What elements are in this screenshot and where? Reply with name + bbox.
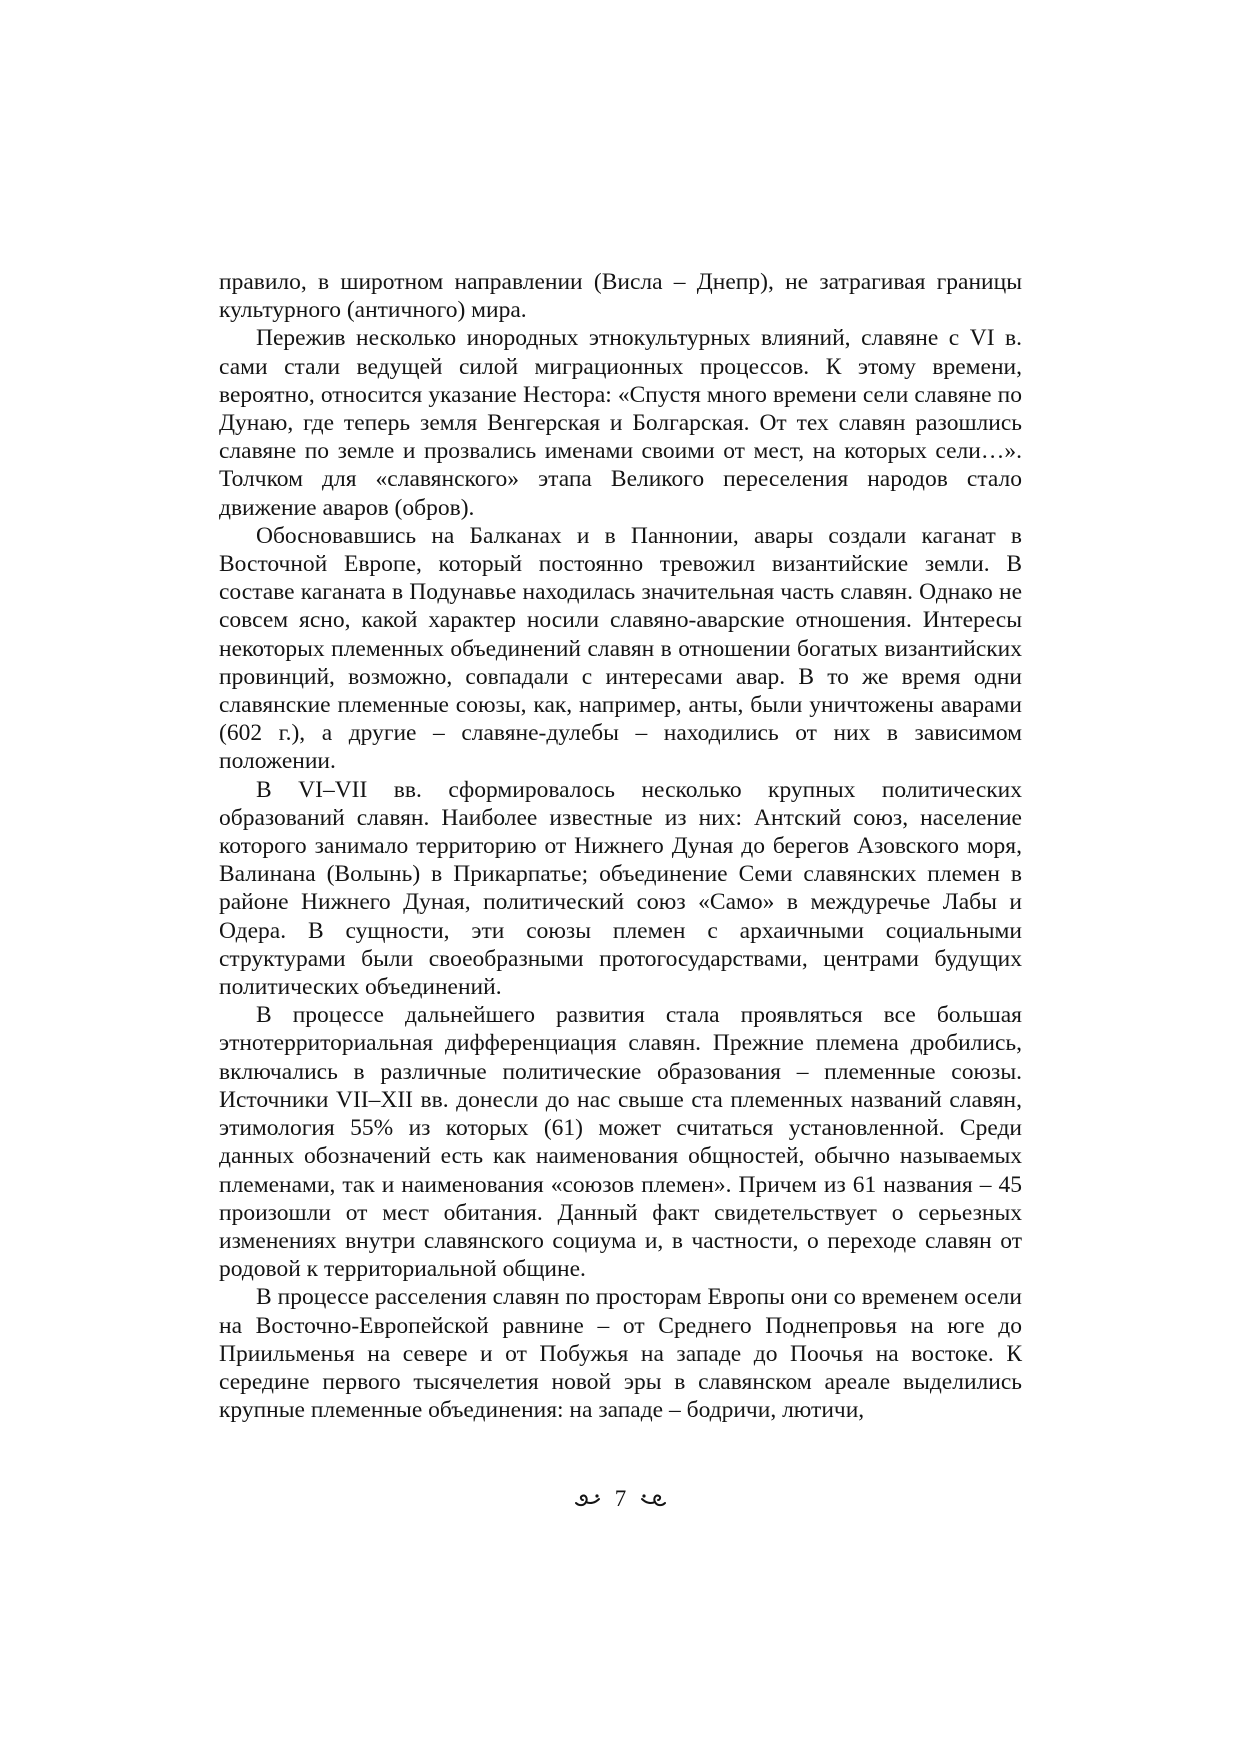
paragraph-6: В процессе расселения славян по просторам Европы они со временем осели на Восточно-Европейской равнине – от Среднего Поднепровья на юге до Приильменья на севере и от Побужья на западе до Поочья на востоке. К середине первого тысячелетия новой эры в славянском ареале выделились крупные племенные объединения: на западе – бодричи, лютичи, (219, 1284, 1022, 1424)
swirl-ornament-icon (575, 1491, 601, 1507)
paragraph-4: В VI–VII вв. сформировалось несколько крупных политических образований славян. Наиболее известные из них: Антский союз, население которого занимало территорию от Нижнего Дуная до берегов Азовского моря, Валинана (Волынь) в Прикарпатье; объединение Семи славянских племен в районе Нижнего Дуная, политический союз «Само» в междуречье Лабы и Одера. В сущности, эти союзы племен с архаичными социальными структурами были своеобразными протогосударствами, центрами будущих политических объединений. (219, 776, 1022, 1001)
page-number: 7 (614, 1485, 627, 1511)
page-footer (0, 1484, 1241, 1512)
paragraph-2: Пережив несколько инородных этнокультурных влияний, славяне с VI в. сами стали ведущей силой миграционных процессов. К этому времени, вероятно, относится указание Нестора: «Спустя много времени сели славяне по Дунаю, где теперь земля Венгерская и Болгарская. От тех славян разошлись славяне по земле и прозвались именами своими от мест, на которых сели…». Толчком для «славянского» этапа Великого переселения народов стало движение аваров (обров). (219, 325, 1022, 521)
paragraph-5: В процессе дальнейшего развития стала проявляться все большая этнотерриториальная дифференциация славян. Прежние племена дробились, включались в различные политические образования – племенные союзы. Источники VII–XII вв. донесли до нас свыше ста племенных названий славян, этимология 55% из которых (61) может считаться установленной. Среди данных обозначений есть как наименования общностей, обычно называемых племенами, так и наименования «союзов племен». Причем из 61 названия – 45 произошли от мест обитания. Данный факт свидетельствует о серьезных изменениях внутри славянского социума и, в частности, о переходе славян от родовой к территориальной общине. (219, 1002, 1022, 1283)
paragraph-1: правило, в широтном направлении (Висла – Днепр), не затрагивая границы культурного (античного) мира. (219, 269, 1022, 324)
swirl-ornament-icon (640, 1491, 666, 1507)
paragraph-3: Обосновавшись на Балканах и в Паннонии, авары создали каганат в Восточной Европе, который постоянно тревожил византийские земли. В составе каганата в Подунавье находилась значительная часть славян. Однако не совсем ясно, какой характер носили славяно-аварские отношения. Интересы некоторых племенных объединений славян в отношении богатых византийских провинций, возможно, совпадали с интересами авар. В то же время одни славянские племенные союзы, как, например, анты, были уничтожены аварами (602 г.), а другие – славяне-дулебы – находились от них в зависимом положении. (219, 522, 1022, 775)
page-body (219, 268, 1022, 1424)
